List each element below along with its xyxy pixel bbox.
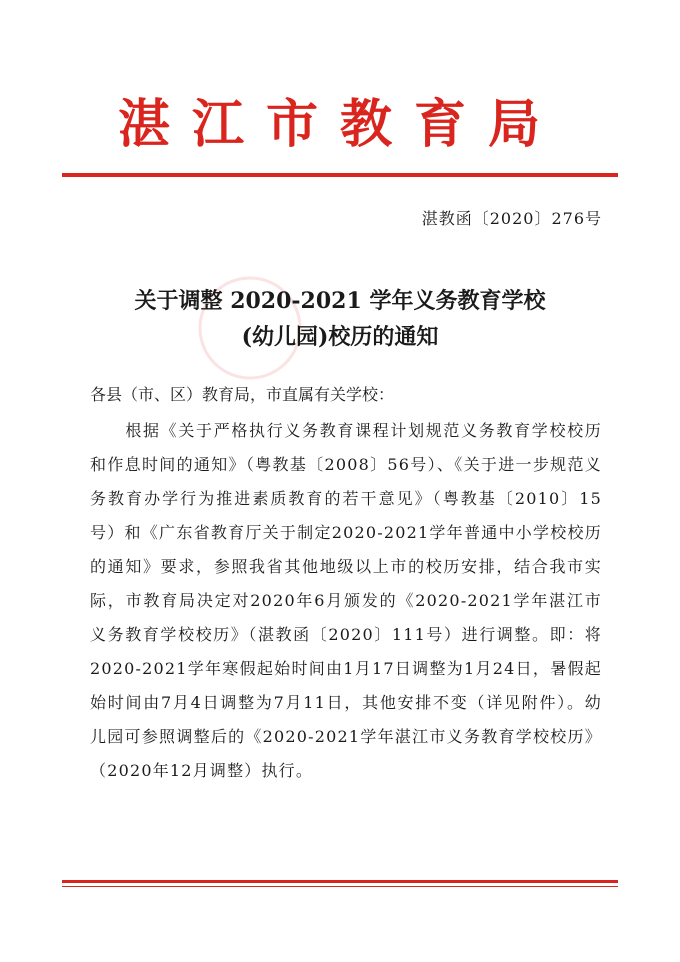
letterhead-title: 湛江市教育局: [117, 94, 562, 155]
body-paragraph: 根据《关于严格执行义务教育课程计划规范义务教育学校校历和作息时间的通知》（粤教基〔2008〕56号）、《关于进一步规范义务教育办学行为推进素质教育的若干意见》（粤教基〔2010〕15号）和《广东省教育厅关于制定2020-2021学年普通中小学校校历的通知》要求，参照我省其他地级以上市的校历安排，结合我市实际，市教育局决定对2020年6月颁发的《2020-2021学年湛江市义务教育学校校历》（湛教函〔2020〕111号）进行调整。即：将2020-2021学年寒假起始时间由1月17日调整为1月24日，暑假起始时间由7月4日调整为7月11日，其他安排不变（详见附件）。幼儿园可参照调整后的《2020-2021学年湛江市义务教育学校校历》（2020年12月调整）执行。: [90, 421, 602, 780]
notice-title-line-1: 关于调整 2020-2021 学年义务教育学校: [134, 288, 546, 314]
footer-rule-thick: [62, 880, 618, 883]
document-number: 湛教函〔2020〕276号: [421, 209, 602, 228]
notice-body: [90, 414, 602, 788]
notice-title-line-2: (幼儿园)校历的通知: [241, 324, 439, 350]
recipient-greeting: 各县（市、区）教育局，市直属有关学校：: [90, 385, 395, 404]
footer-rule-thin: [62, 886, 618, 887]
letterhead-rule-top: [62, 173, 618, 177]
